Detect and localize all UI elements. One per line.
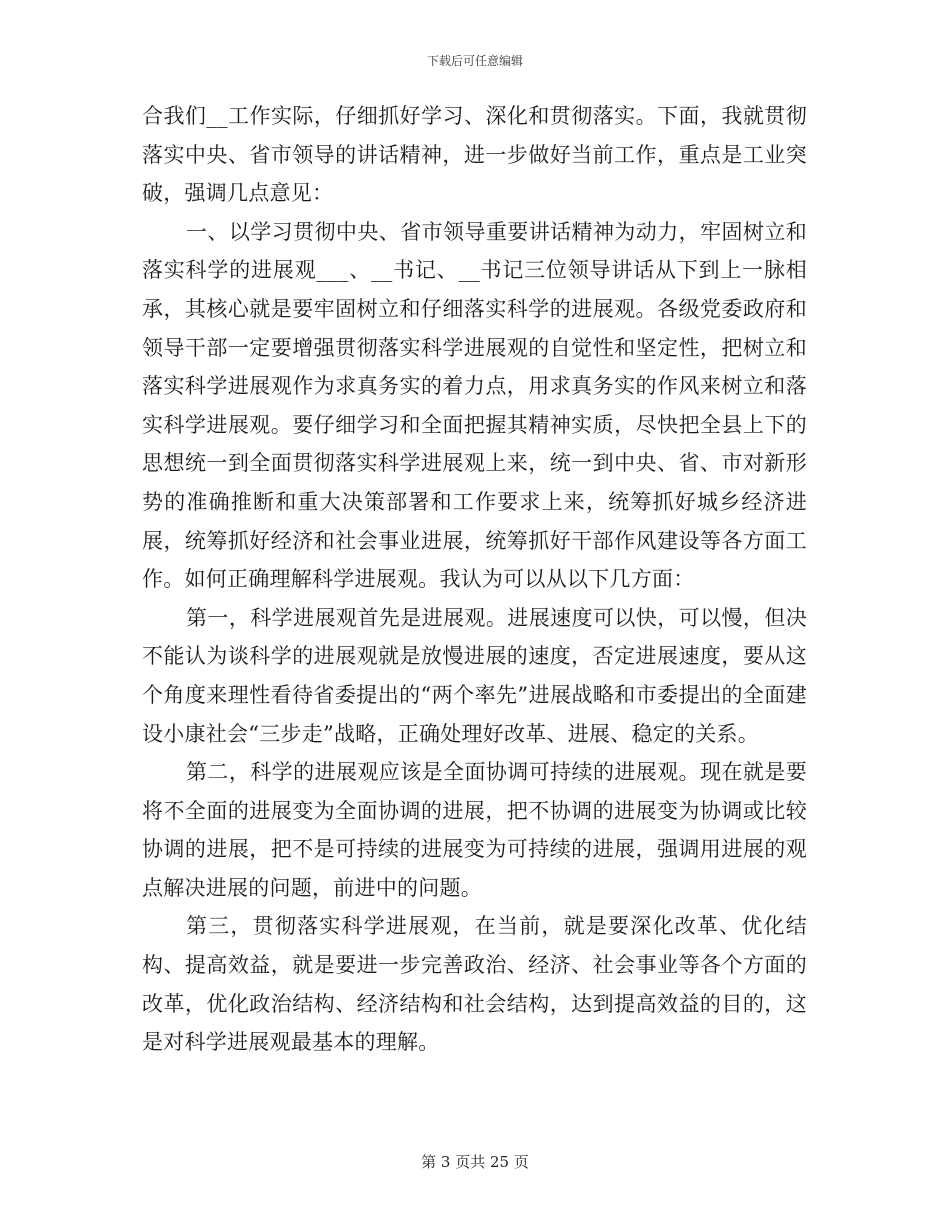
paragraph-continuation: 合我们__工作实际，仔细抓好学习、深化和贯彻落实。下面，我就贯彻落实中央、省市领导的讲话精神，进一步做好当前工作，重点是工业突破，强调几点意见： (142, 104, 807, 206)
page-number-footer: 第 3 页共 25 页 (421, 1153, 529, 1171)
paragraph-point-third: 第三，贯彻落实科学进展观，在当前，就是要深化改革、优化结构、提高效益，就是要进一步完善政治、经济、社会事业等各个方面的改革，优化政治结构、经济结构和社会结构，达到提高效益的目的，这是对科学进展观最基本的理解。 (142, 914, 807, 1055)
paragraph-point-second: 第二，科学的进展观应该是全面协调可持续的进展观。现在就是要将不全面的进展变为全面协调的进展，把不协调的进展变为协调或比较协调的进展，把不是可持续的进展变为可持续的进展，强调用进展的观点解决进展的问题，前进中的问题。 (142, 760, 807, 900)
paragraph-point-first: 第一，科学进展观首先是进展观。进展速度可以快，可以慢，但决不能认为谈科学的进展观就是放慢进展的速度，否定进展速度，要从这个角度来理性看待省委提出的“两个率先”进展战略和市委提出的全面建设小康社会“三步走”战略，正确处理好改革、进展、稳定的关系。 (142, 605, 807, 746)
document-body (142, 97, 807, 1062)
page-header-note: 下载后可任意编辑 (426, 54, 523, 68)
paragraph-section-one: 一、以学习贯彻中央、省市领导重要讲话精神为动力，牢固树立和落实科学的进展观___、__书记、__书记三位领导讲话从下到上一脉相承，其核心就是要牢固树立和仔细落实科学的进展观。各级党委政府和领导干部一定要增强贯彻落实科学进展观的自觉性和坚定性，把树立和落实科学进展观作为求真务实的着力点，用求真务实的作风来树立和落实科学进展观。要仔细学习和全面把握其精神实质，尽快把全县上下的思想统一到全面贯彻落实科学进展观上来，统一到中央、省、市对新形势的准确推断和重大决策部署和工作要求上来，统筹抓好城乡经济进展，统筹抓好经济和社会事业进展，统筹抓好干部作风建设等各方面工作。如何正确理解科学进展观。我认为可以从以下几方面： (142, 219, 807, 592)
